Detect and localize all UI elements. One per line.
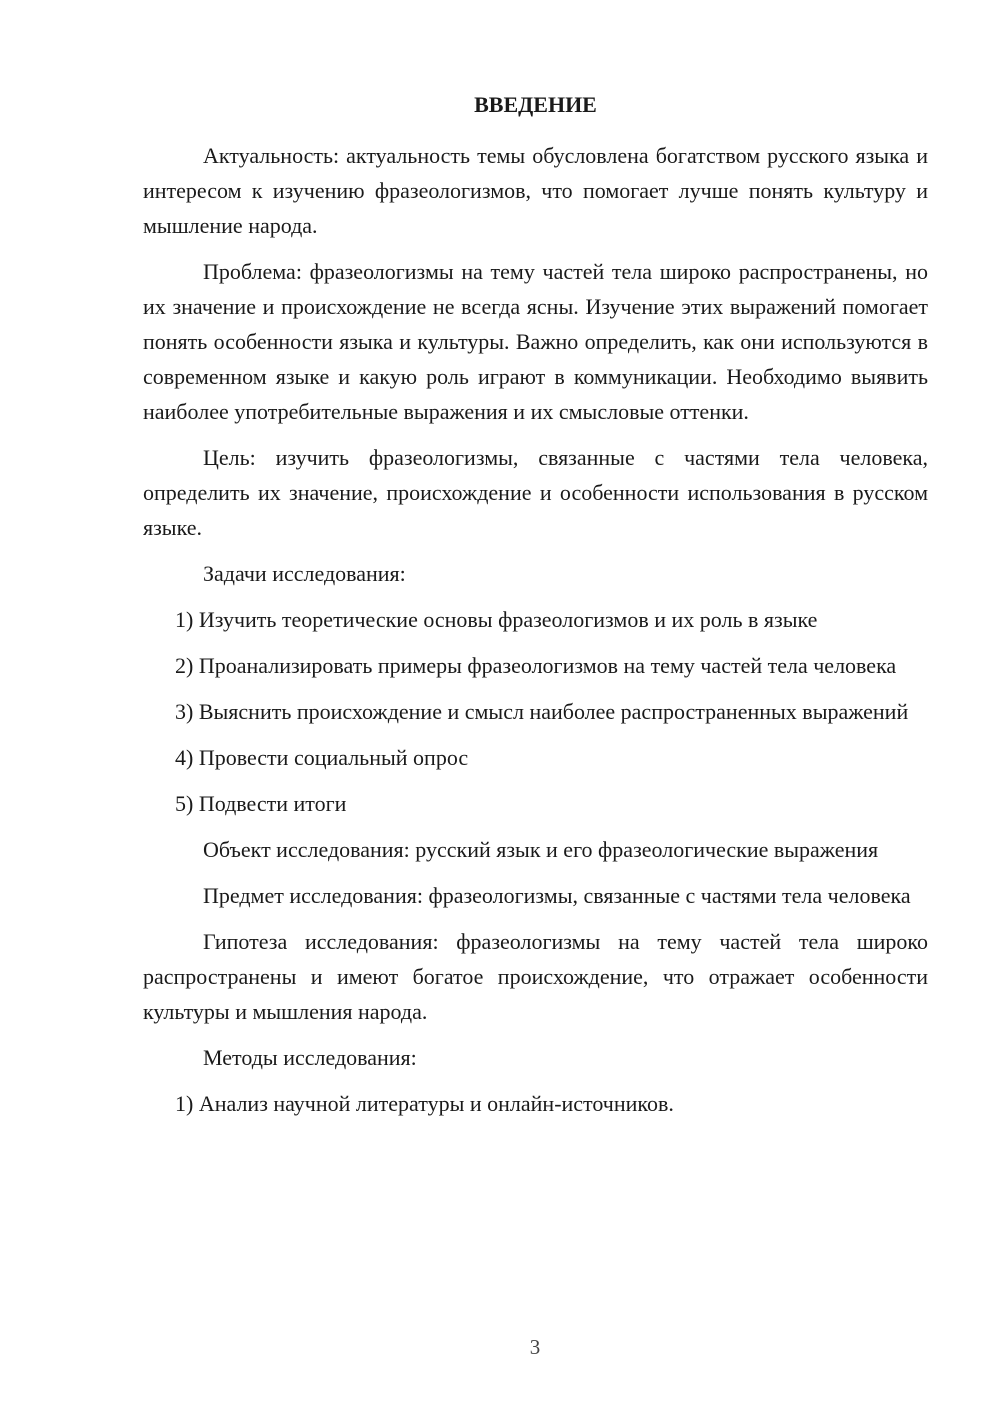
object-paragraph: Объект исследования: русский язык и его фразеологические выражения — [203, 837, 879, 862]
task-item: 2) Проанализировать примеры фразеологизмов на тему частей тела человека — [175, 653, 897, 678]
document-page — [143, 90, 928, 1132]
task-item: 1) Изучить теоретические основы фразеологизмов и их роль в языке — [175, 607, 818, 632]
methods-title: Методы исследования: — [203, 1045, 417, 1070]
page-number: 3 — [529, 1335, 541, 1359]
method-item: 1) Анализ научной литературы и онлайн-источников. — [175, 1091, 674, 1116]
hypothesis-paragraph: Гипотеза исследования: фразеологизмы на тему частей тела широко распространены и имеют богатое происхождение, что отражает особенности культуры и мышления народа. — [143, 929, 928, 1024]
problem-paragraph: Проблема: фразеологизмы на тему частей тела широко распространены, но их значение и происхождение не всегда ясны. Изучение этих выражений помогает понять особенности языка и культуры. Важно определить, как они используются в современном языке и какую роль играют в коммуникации. Необходимо выявить наиболее употребительные выражения и их смысловые оттенки. — [143, 259, 928, 424]
section-heading: ВВЕДЕНИЕ — [474, 92, 597, 117]
task-item: 4) Провести социальный опрос — [175, 745, 469, 770]
tasks-title: Задачи исследования: — [203, 561, 406, 586]
goal-paragraph: Цель: изучить фразеологизмы, связанные с частями тела человека, определить их значение, происхождение и особенности использования в русском языке. — [143, 445, 928, 540]
relevance-paragraph: Актуальность: актуальность темы обусловлена богатством русского языка и интересом к изучению фразеологизмов, что помогает лучше понять культуру и мышление народа. — [143, 143, 928, 238]
subject-paragraph: Предмет исследования: фразеологизмы, связанные с частями тела человека — [203, 883, 911, 908]
task-item: 5) Подвести итоги — [175, 791, 347, 816]
task-item: 3) Выяснить происхождение и смысл наиболее распространенных выражений — [175, 699, 909, 724]
